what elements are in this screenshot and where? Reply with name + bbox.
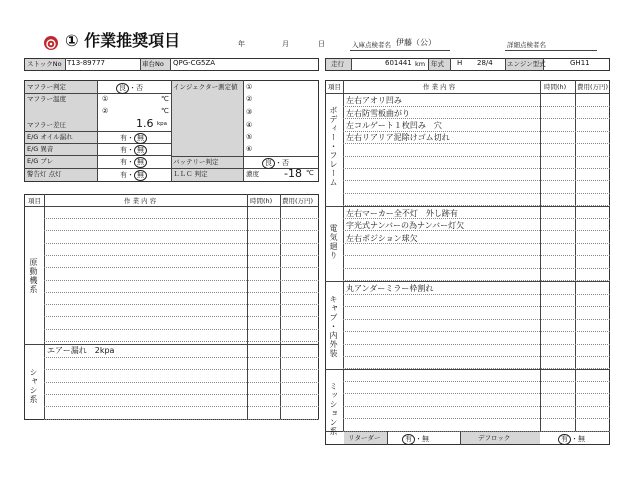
ruled-line [343, 243, 610, 244]
ruled-line [343, 255, 610, 256]
ruled-line [44, 316, 319, 317]
inspector-underline [350, 50, 450, 51]
ruled-line [343, 418, 610, 419]
ruled-line [343, 344, 610, 345]
separator: ・ [127, 171, 134, 179]
month-label: 月 [282, 40, 289, 48]
check-row-line [24, 93, 171, 94]
ruled-line [343, 230, 610, 231]
left-time-header: 時間(h) [250, 197, 273, 205]
info-divider [170, 58, 171, 71]
check-label-bg [171, 81, 243, 156]
separator: ・ [129, 84, 136, 92]
electric-entry-2: 字光式ナンバーの為ナンバー灯欠 [346, 221, 465, 230]
company-logo-icon [44, 36, 58, 50]
ruled-line [343, 294, 610, 295]
injector-label: インジェクター測定値 [173, 83, 238, 91]
ruled-line [343, 393, 610, 394]
electric-entry-3: 左右ポジション球欠 [346, 234, 418, 243]
right-work-header: 作 業 内 容 [423, 83, 456, 91]
ruled-line [44, 243, 319, 244]
stock-value: T13-89777 [67, 59, 105, 67]
check-row-line [24, 155, 171, 156]
battery-bad-option: 否 [282, 159, 289, 167]
injector-num-1: ① [246, 83, 253, 91]
muffler-temp-2-num: ② [102, 107, 109, 115]
ruled-line [343, 193, 610, 194]
ruled-line [343, 280, 610, 281]
info-divider [428, 58, 429, 71]
day-label: 日 [318, 40, 325, 48]
table-header-line [24, 206, 319, 207]
ruled-line [44, 369, 319, 370]
separator: ・ [127, 134, 134, 142]
separator: ・ [127, 158, 134, 166]
separator: ・ [275, 159, 282, 167]
table-divider [247, 194, 248, 420]
muffler-diff-label: マフラー差圧 [27, 121, 66, 129]
injector-num-5: ⑤ [246, 133, 253, 141]
none-option-selected: 無 [134, 133, 147, 144]
injector-num-6: ⑥ [246, 145, 253, 153]
chassis-section-label: シャシ系 [29, 368, 38, 404]
injector-num-2: ② [246, 95, 253, 103]
ruled-line [44, 255, 319, 256]
muffler-temp-1-unit: ℃ [161, 95, 169, 103]
ruled-line [44, 406, 319, 407]
year-era: H [457, 59, 463, 67]
retarder-none-option: 無 [422, 435, 429, 443]
separator: ・ [127, 146, 134, 154]
detail-inspector-underline [505, 50, 597, 51]
ruled-line [44, 394, 319, 395]
warning-light-label: 警告灯 点灯 [27, 170, 62, 178]
section-divider [325, 281, 610, 282]
year-label: 年 [238, 40, 245, 48]
battery-label: バッテリー判定 [173, 158, 219, 166]
ruled-line [44, 230, 319, 231]
muffler-temp-label: マフラー温度 [27, 95, 66, 103]
mileage-value: 601441 [385, 59, 412, 67]
ruled-line [343, 356, 610, 357]
table-divider [44, 194, 45, 420]
ruled-line [44, 218, 319, 219]
engine-section-label: 原動機系 [29, 258, 38, 294]
retarder-value [402, 434, 429, 445]
separator: ・ [415, 435, 422, 443]
info-divider [450, 58, 451, 71]
inspector-name: 伊藤（公） [396, 38, 436, 47]
check-row-line [171, 156, 319, 157]
detail-inspector-label: 詳細点検者名 [507, 41, 546, 49]
battery-good-option: 良 [262, 158, 275, 169]
cab-entry-1: 丸アンダーミラー枠割れ [346, 284, 434, 293]
muffler-judge-label: マフラー判定 [27, 83, 66, 91]
ruled-line [343, 306, 610, 307]
info-divider [351, 58, 352, 71]
cab-section-label: キャブ・内外装 [329, 295, 338, 358]
retarder-yes-selected: 有 [402, 434, 415, 445]
eg-oil-label: E/G オイル漏れ [27, 133, 73, 141]
check-row-line [24, 143, 171, 144]
muffler-diff-value: 1.6 [136, 117, 154, 130]
ruled-line [44, 267, 319, 268]
none-option-selected: 無 [134, 170, 147, 181]
muffler-diff-unit: kpa [157, 121, 168, 127]
yes-option: 有 [120, 134, 127, 142]
yes-option: 有 [120, 158, 127, 166]
info-divider [505, 58, 506, 71]
table-divider [280, 194, 281, 420]
engine-value: GH11 [570, 59, 590, 67]
ruled-line [44, 341, 319, 342]
separator: ・ [571, 435, 578, 443]
body-entry-1: 左右アオリ凹み [346, 96, 402, 105]
table-divider [460, 431, 461, 445]
right-cost-header: 費用(万円) [577, 83, 609, 91]
ruled-line [44, 419, 319, 420]
eg-noise-value [120, 145, 147, 156]
ruled-line [343, 205, 610, 206]
ruled-line [343, 131, 610, 132]
ruled-line [343, 319, 610, 320]
ruled-line [343, 218, 610, 219]
body-section-label: ボディー・フレーム [329, 106, 338, 187]
ruled-line [343, 156, 610, 157]
section-divider [24, 344, 319, 345]
muffler-temp-2-unit: ℃ [161, 107, 169, 115]
table-header-line [325, 93, 610, 94]
right-item-header: 項目 [328, 83, 341, 91]
llc-label: ＬＬＣ 判定 [173, 170, 208, 178]
engine-label: エンジン型式 [507, 60, 546, 68]
ruled-line [343, 180, 610, 181]
warning-light-value [120, 170, 147, 181]
electric-section-label: 電気廻り [329, 224, 338, 260]
yes-option: 有 [120, 146, 127, 154]
body-entry-3: 左コルゲート１枚凹み 穴 [346, 121, 442, 130]
ruled-line [44, 357, 319, 358]
ruled-line [343, 143, 610, 144]
model-label: 車台No [142, 60, 164, 68]
eg-noise-label: E/G 異音 [27, 145, 54, 153]
difflock-yes-selected: 有 [558, 434, 571, 445]
ruled-line [44, 280, 319, 281]
check-row-line [24, 131, 171, 132]
llc-conc-label: 濃度 [246, 170, 259, 178]
none-option-selected: 無 [134, 157, 147, 168]
difflock-label: デフロック [478, 434, 511, 442]
yes-option: 有 [120, 171, 127, 179]
info-divider [65, 58, 66, 71]
injector-num-3: ③ [246, 108, 253, 116]
ruled-line [343, 268, 610, 269]
injector-num-4: ④ [246, 121, 253, 129]
ruled-line [343, 331, 610, 332]
page-title: ① 作業推奨項目 [65, 31, 181, 50]
muffler-good-option: 良 [116, 83, 129, 94]
table-divider [387, 431, 388, 445]
eg-oil-value [120, 133, 147, 144]
electric-entry-1: 左右マーカー全不灯 外し跡有 [346, 209, 458, 218]
right-time-header: 時間(h) [544, 83, 567, 91]
stock-label: ストックNo [27, 60, 62, 68]
ruled-line [343, 381, 610, 382]
muffler-temp-1-num: ① [102, 95, 109, 103]
ruled-line [44, 382, 319, 383]
check-divider [171, 80, 172, 182]
ruled-line [343, 118, 610, 119]
mission-section-label: ミッション系 [329, 382, 338, 436]
muffler-judge-value [116, 83, 143, 94]
info-divider [140, 58, 141, 71]
llc-conc-unit: ℃ [306, 169, 314, 177]
check-divider [243, 80, 244, 182]
difflock-none-option: 無 [578, 435, 585, 443]
ruled-line [343, 406, 610, 407]
ruled-line [343, 106, 610, 107]
ruled-line [44, 304, 319, 305]
eg-shake-value [120, 157, 147, 168]
retarder-label: リターダー [348, 434, 381, 442]
left-item-header: 項目 [28, 197, 41, 205]
body-entry-2: 左右防雪板曲がり [346, 109, 410, 118]
mileage-unit: km [415, 60, 426, 68]
ruled-line [44, 292, 319, 293]
ruled-line [343, 368, 610, 369]
left-cost-header: 費用(万円) [282, 197, 314, 205]
muffler-bad-option: 否 [136, 84, 143, 92]
chassis-entry-1: エアー漏れ 2kpa [47, 346, 115, 355]
eg-shake-label: E/G ブレ [27, 157, 54, 165]
info-row-right [325, 58, 610, 71]
model-value: QPG-CG5ZA [173, 59, 216, 67]
left-work-header: 作 業 内 容 [124, 197, 157, 205]
mileage-label: 走行 [331, 60, 344, 68]
difflock-value [558, 434, 585, 445]
body-entry-4: 左右リアリア泥除けゴム切れ [346, 133, 450, 142]
ruled-line [44, 329, 319, 330]
left-work-table [24, 194, 319, 420]
llc-conc-value: -18 [284, 167, 302, 180]
none-option-selected: 無 [134, 145, 147, 156]
year-value: 28/4 [477, 59, 493, 67]
inspector-label: 入庫点検者名 [352, 41, 391, 49]
year-label: 年式 [431, 60, 444, 68]
ruled-line [343, 168, 610, 169]
